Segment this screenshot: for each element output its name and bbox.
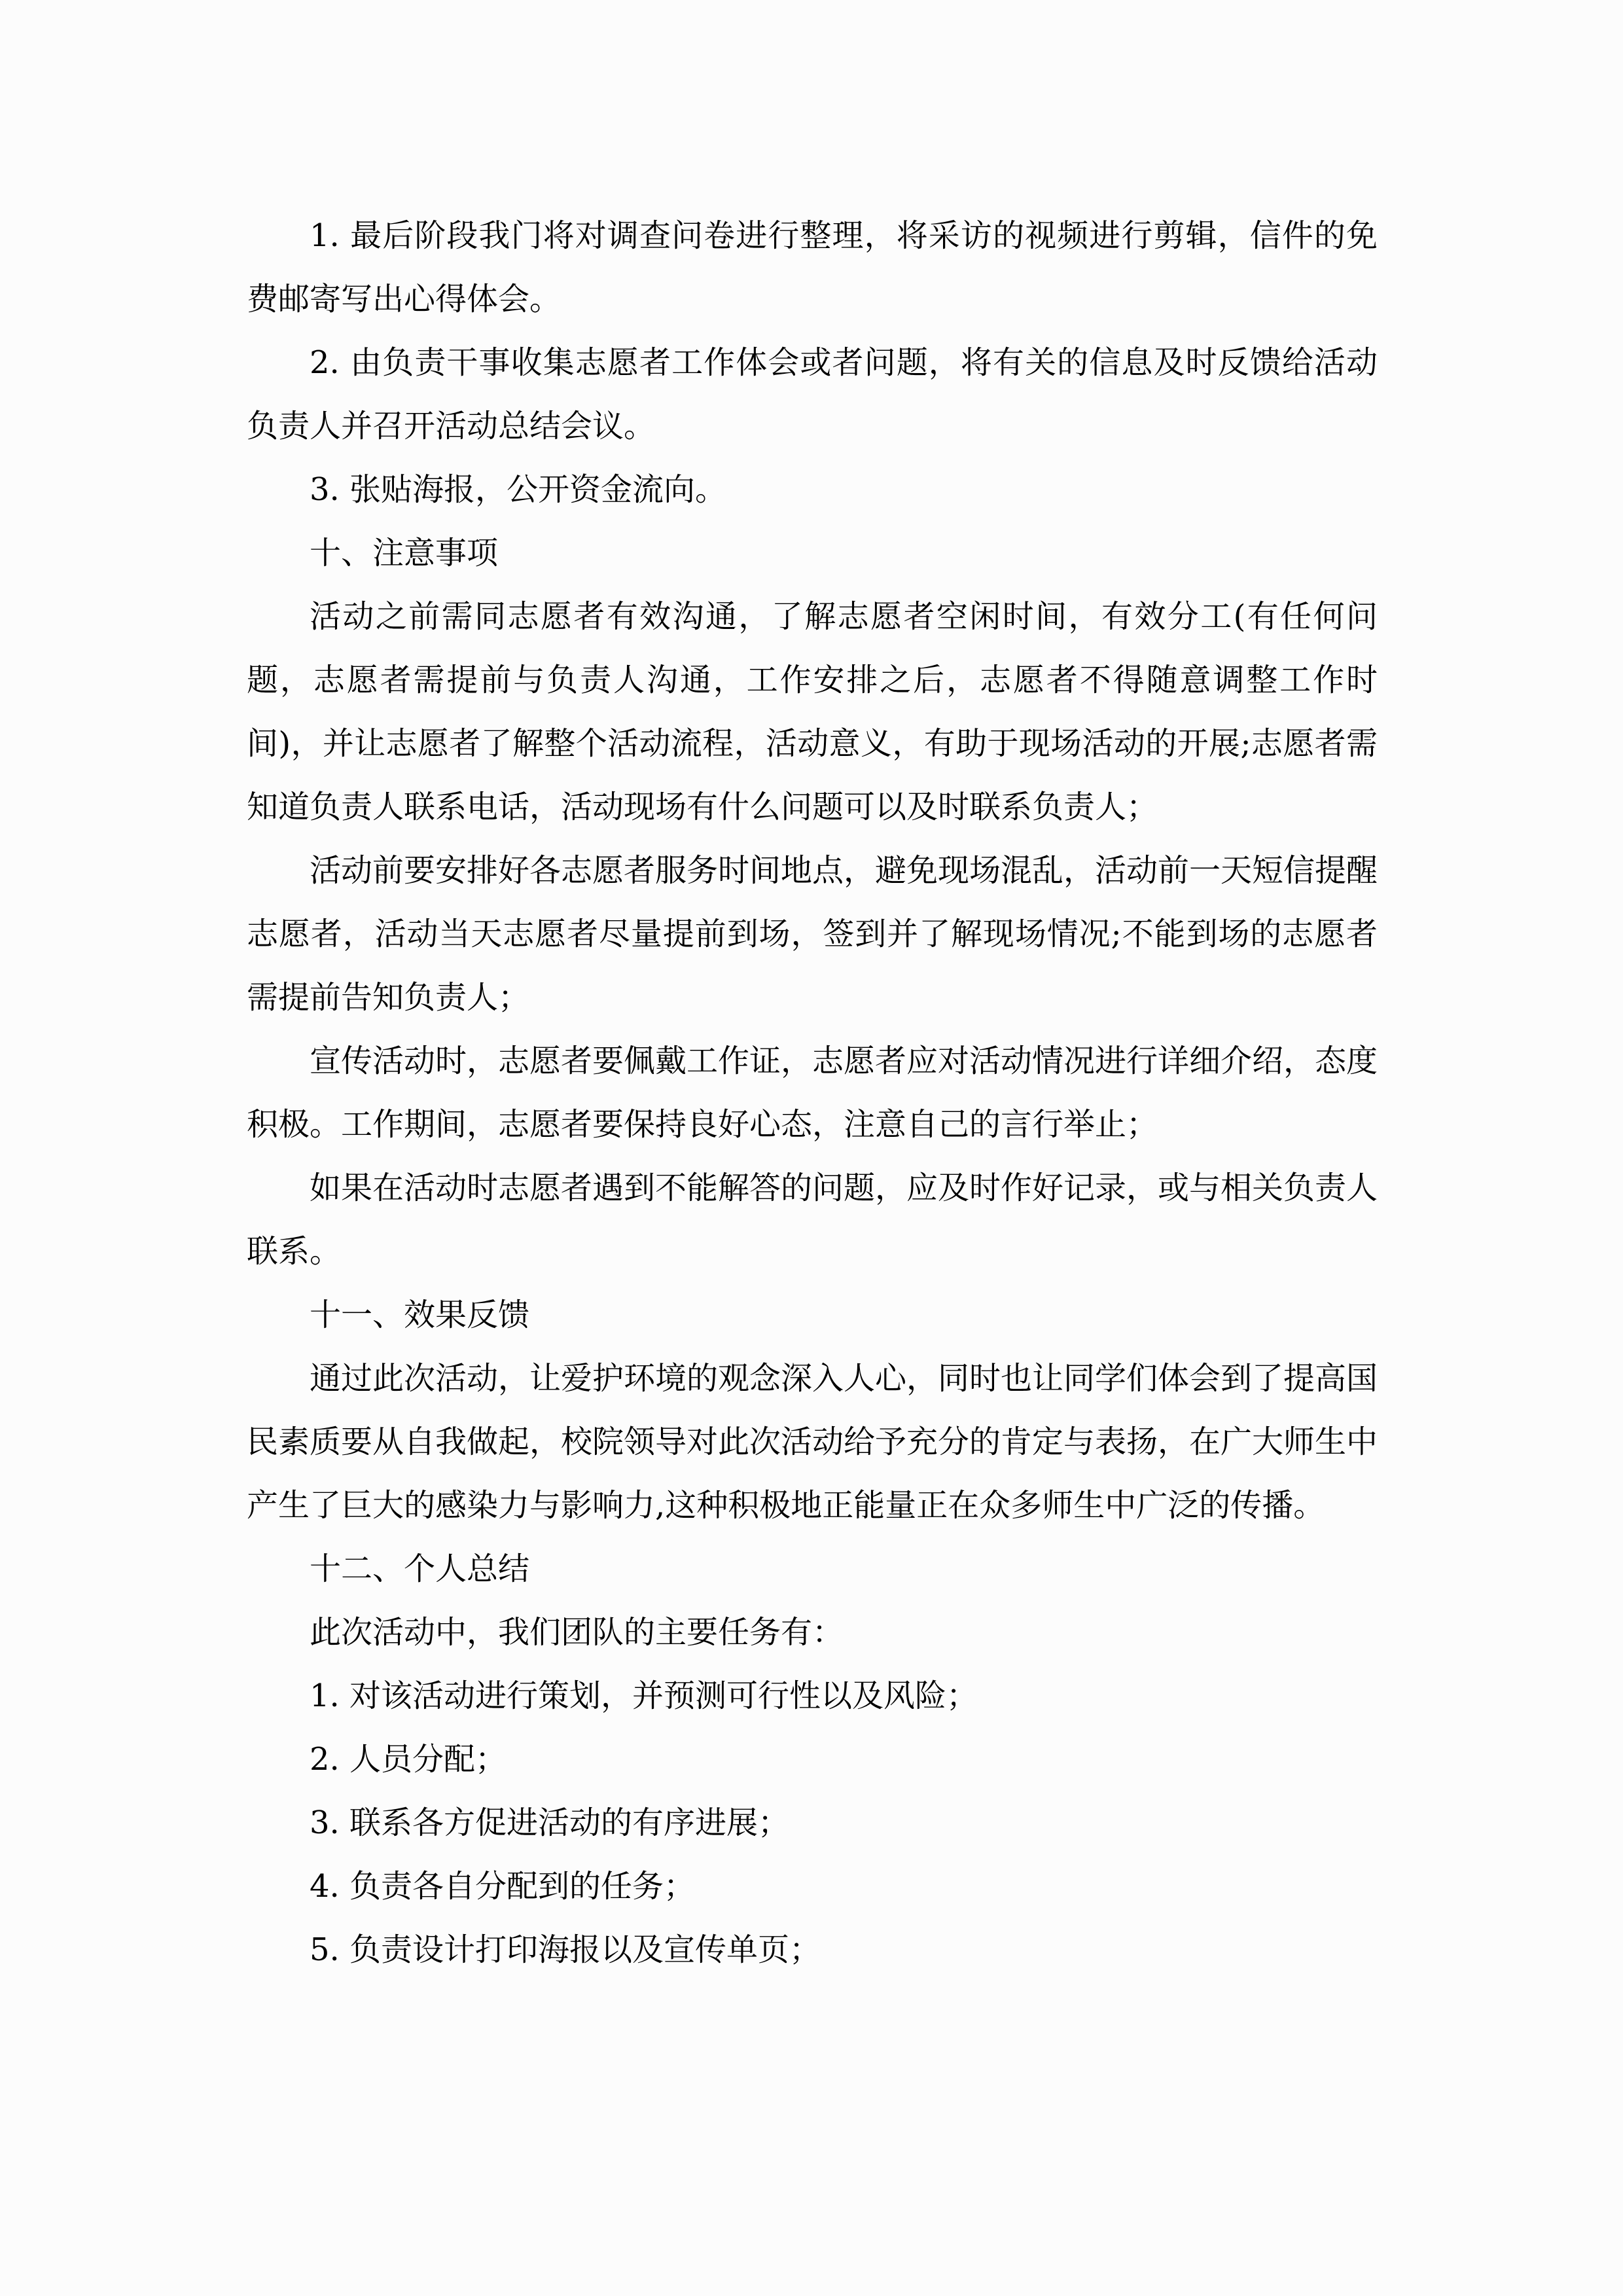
- list-item: 1. 最后阶段我门将对调查问卷进行整理，将采访的视频进行剪辑，信件的免费邮寄写出心得体会。: [247, 217, 1378, 317]
- paragraph: 宣传活动时，志愿者要佩戴工作证，志愿者应对活动情况进行详细介绍，态度积极。工作期间，志愿者要保持良好心态，注意自己的言行举止；: [247, 1043, 1378, 1143]
- list-item: 5. 负责设计打印海报以及宣传单页；: [310, 1931, 821, 1968]
- list-item: 4. 负责各自分配到的任务；: [310, 1868, 696, 1905]
- paragraph: 活动之前需同志愿者有效沟通，了解志愿者空闲时间，有效分工(有任何问题，志愿者需提前与负责人沟通，工作安排之后，志愿者不得随意调整工作时间)，并让志愿者了解整个活动流程，活动意义，有助于现场活动的开展;志愿者需知道负责人联系电话，活动现场有什么问题可以及时联系负责人；: [247, 598, 1378, 825]
- paragraph: 如果在活动时志愿者遇到不能解答的问题，应及时作好记录，或与相关负责人联系。: [247, 1170, 1378, 1270]
- paragraph: 通过此次活动，让爱护环境的观念深入人心，同时也让同学们体会到了提高国民素质要从自我做起，校院领导对此次活动给予充分的肯定与表扬，在广大师生中产生了巨大的感染力与影响力,这种积极地正能量正在众多师生中广泛的传播。: [247, 1360, 1378, 1524]
- list-item: 3. 张贴海报，公开资金流向。: [310, 471, 727, 508]
- section-heading: 十二、个人总结: [310, 1551, 530, 1587]
- section-heading: 十一、效果反馈: [310, 1297, 530, 1333]
- section-heading: 十、注意事项: [310, 535, 499, 571]
- document-body: [247, 204, 1378, 1982]
- list-item: 2. 由负责干事收集志愿者工作体会或者问题，将有关的信息及时反馈给活动负责人并召开活动总结会议。: [247, 344, 1378, 444]
- list-item: 3. 联系各方促进活动的有序进展；: [310, 1804, 790, 1841]
- list-item: 1. 对该活动进行策划，并预测可行性以及风险；: [310, 1677, 978, 1714]
- list-item: 2. 人员分配；: [310, 1741, 507, 1778]
- paragraph: 此次活动中，我们团队的主要任务有：: [310, 1614, 844, 1651]
- paragraph: 活动前要安排好各志愿者服务时间地点，避免现场混乱，活动前一天短信提醒志愿者，活动当天志愿者尽量提前到场，签到并了解现场情况;不能到场的志愿者需提前告知负责人；: [247, 852, 1378, 1016]
